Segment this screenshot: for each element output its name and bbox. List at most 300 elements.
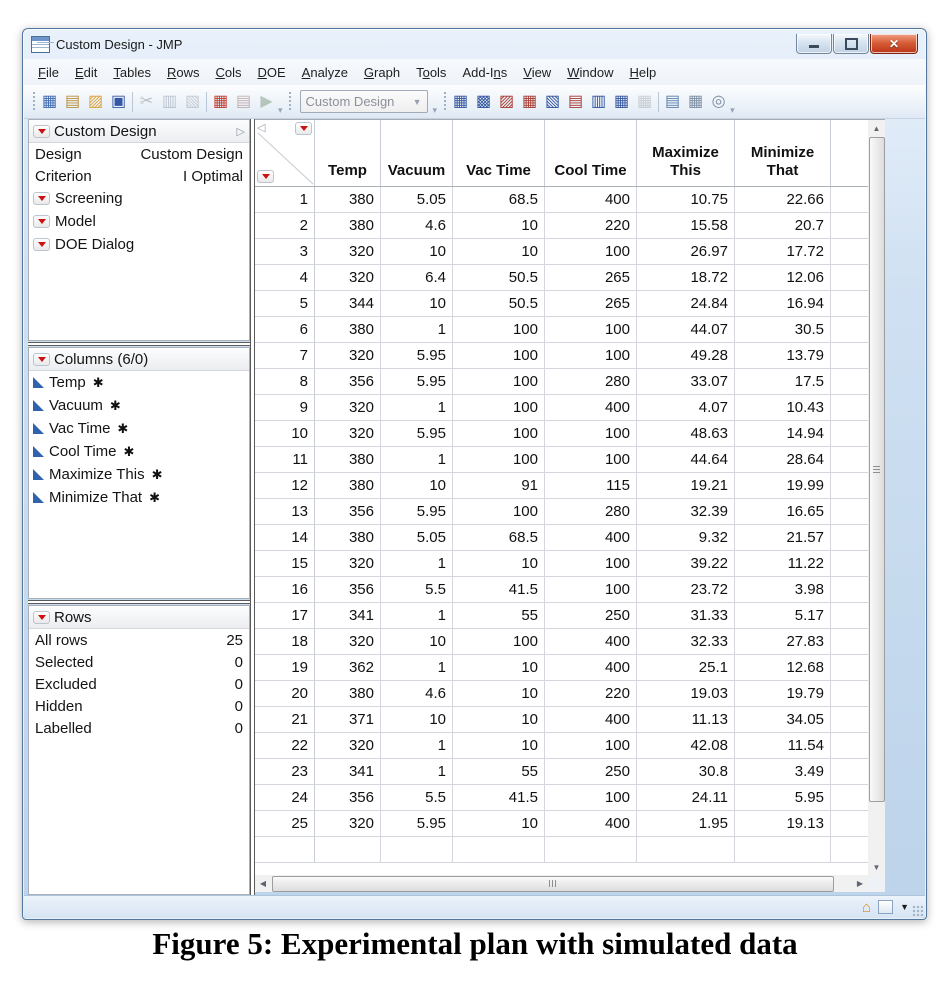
data-cell[interactable]: 10.43 [735,395,831,420]
data-cell[interactable]: 5.95 [381,811,453,836]
data-cell[interactable]: 320 [315,811,381,836]
data-cell[interactable]: 356 [315,577,381,602]
data-cell[interactable]: 49.28 [637,343,735,368]
vertical-scroll-thumb[interactable] [869,137,885,802]
data-cell[interactable]: 20.7 [735,213,831,238]
data-cell[interactable]: 19.03 [637,681,735,706]
data-cell[interactable]: 50.5 [453,291,545,316]
data-cell[interactable]: 10 [453,551,545,576]
minimize-icon [809,45,819,48]
data-cell[interactable]: 320 [315,629,381,654]
search-table-icon[interactable]: ◎ [711,92,726,110]
data-cell[interactable]: 115 [545,473,637,498]
data-cell[interactable]: 1 [381,733,453,758]
data-cell[interactable]: 17.72 [735,239,831,264]
row-number-cell[interactable]: 25 [255,811,315,836]
data-cell[interactable]: 100 [545,447,637,472]
window-list-icon[interactable] [878,900,893,914]
status-dropdown-icon[interactable]: ▼ [900,902,909,912]
data-cell[interactable]: 5.95 [381,421,453,446]
data-cell[interactable]: 265 [545,291,637,316]
data-cell[interactable]: 356 [315,369,381,394]
toolbar-overflow-button[interactable]: ▾ [730,105,735,115]
collapse-panels-icon[interactable]: ◁ [257,122,266,134]
data-cell[interactable]: 380 [315,187,381,212]
data-cell[interactable]: 4.6 [381,681,453,706]
menu-item-view[interactable]: View [523,64,552,80]
data-cell[interactable]: 44.07 [637,317,735,342]
menu-item-doe[interactable]: DOE [257,64,286,80]
design-outline-model[interactable] [29,210,249,233]
menu-item-rows[interactable]: Rows [166,64,200,80]
row-number-cell[interactable]: 2 [255,213,315,238]
data-cell[interactable]: 10 [453,239,545,264]
rows-stat-hidden[interactable] [29,695,249,717]
toolbar-grip [31,92,36,112]
row-number-cell[interactable]: 10 [255,421,315,446]
data-cell[interactable]: 250 [545,603,637,628]
data-cell[interactable]: 362 [315,655,381,680]
column-header-vacuum[interactable]: Vacuum [381,120,453,186]
data-cell[interactable]: 1 [381,551,453,576]
data-cell[interactable]: 380 [315,447,381,472]
data-cell[interactable]: 25.1 [637,655,735,680]
data-cell[interactable]: 380 [315,213,381,238]
rows-stat-selected[interactable] [29,651,249,673]
design-property-label: Design [35,145,82,163]
table-header-row [255,120,868,187]
data-cell[interactable]: 10 [381,707,453,732]
data-cell[interactable]: 31.33 [637,603,735,628]
data-cell[interactable]: 4.6 [381,213,453,238]
data-cell[interactable]: 100 [545,317,637,342]
figure-caption: Figure 5: Experimental plan with simulated data [152,926,798,961]
data-cell[interactable]: 19.21 [637,473,735,498]
data-cell[interactable]: 5.5 [381,785,453,810]
data-cell[interactable]: 41.5 [453,577,545,602]
data-cell[interactable]: 371 [315,707,381,732]
toolbar-overflow-button[interactable]: ▾ [278,105,283,115]
data-cell[interactable]: 10 [453,213,545,238]
table-row [255,629,868,655]
data-cell[interactable]: 400 [545,525,637,550]
data-cell[interactable]: 400 [545,629,637,654]
data-cell[interactable]: 11.54 [735,733,831,758]
data-cell[interactable]: 5.5 [381,577,453,602]
new-journal-icon[interactable]: ▤ [64,92,81,110]
data-cell[interactable]: 15.58 [637,213,735,238]
data-cell[interactable]: 68.5 [453,525,545,550]
row-number-cell [255,837,315,862]
title-bar[interactable] [23,29,926,59]
table-row [255,239,868,265]
table-row [255,811,868,837]
data-cell[interactable]: 12.68 [735,655,831,680]
empty-trailing-cell [831,239,868,264]
data-cell[interactable]: 28.64 [735,447,831,472]
panel-splitter[interactable] [28,342,250,346]
empty-cell [735,837,831,862]
data-cell[interactable]: 356 [315,785,381,810]
data-cell[interactable]: 100 [545,343,637,368]
data-cell[interactable]: 380 [315,473,381,498]
columns-panel-title: Columns (6/0) [54,350,149,368]
data-cell[interactable]: 10 [453,733,545,758]
data-cell[interactable]: 24.84 [637,291,735,316]
tables-subset-icon[interactable]: ▩ [476,92,492,110]
data-cell[interactable]: 21.57 [735,525,831,550]
data-cell[interactable]: 100 [453,369,545,394]
data-cell[interactable]: 280 [545,369,637,394]
column-item-vacuum[interactable] [29,394,249,417]
tables-summary-icon[interactable]: ▦ [453,92,469,110]
data-cell[interactable]: 265 [545,265,637,290]
row-number-cell[interactable]: 18 [255,629,315,654]
copy-icon[interactable]: ▥ [161,92,178,110]
column-header-cool-time[interactable]: Cool Time [545,120,637,186]
data-cell[interactable]: 39.22 [637,551,735,576]
data-cell[interactable]: 344 [315,291,381,316]
red-triangle-menu-icon[interactable] [33,611,50,624]
row-number-cell[interactable]: 16 [255,577,315,602]
data-cell[interactable]: 1.95 [637,811,735,836]
data-cell[interactable]: 100 [453,421,545,446]
data-cell[interactable]: 100 [545,551,637,576]
table-row [255,551,868,577]
table-row [255,343,868,369]
column-header-temp[interactable]: Temp [315,120,381,186]
row-number-cell[interactable]: 3 [255,239,315,264]
table-row [255,291,868,317]
tables-concatenate-icon[interactable]: ▦ [614,92,630,110]
row-number-cell[interactable]: 1 [255,187,315,212]
data-cell[interactable]: 27.83 [735,629,831,654]
data-cell[interactable]: 100 [453,343,545,368]
rows-stat-excluded[interactable] [29,673,249,695]
data-cell[interactable]: 100 [453,629,545,654]
new-data-table-icon[interactable]: ▦ [41,92,58,110]
data-cell[interactable]: 23.72 [637,577,735,602]
home-window-icon[interactable]: ⌂ [862,898,872,916]
data-cell[interactable]: 18.72 [637,265,735,290]
row-number-cell[interactable]: 19 [255,655,315,680]
data-cell[interactable]: 11.13 [637,707,735,732]
data-cell[interactable]: 48.63 [637,421,735,446]
data-cell[interactable]: 5.95 [735,785,831,810]
data-cell[interactable]: 400 [545,395,637,420]
data-cell[interactable]: 1 [381,655,453,680]
scroll-right-icon[interactable]: ▶ [856,879,864,888]
table-row [255,707,868,733]
data-cell[interactable]: 400 [545,811,637,836]
table-row [255,499,868,525]
rows-stat-labelled[interactable] [29,717,249,739]
data-cell[interactable]: 26.97 [637,239,735,264]
data-cell[interactable]: 400 [545,655,637,680]
row-number-cell[interactable]: 21 [255,707,315,732]
empty-trailing-cell [831,395,868,420]
tables-split-icon[interactable]: ▧ [545,92,561,110]
toolbar-overflow-button[interactable]: ▾ [432,105,438,115]
data-cell[interactable]: 341 [315,759,381,784]
open-icon[interactable]: ▨ [87,92,104,110]
data-cell[interactable]: 24.11 [637,785,735,810]
table-row [255,759,868,785]
formula-icon[interactable]: ▤ [665,92,681,110]
data-cell[interactable]: 1 [381,603,453,628]
row-number-cell[interactable]: 20 [255,681,315,706]
empty-trailing-cell [831,551,868,576]
column-item-maximize-this[interactable] [29,463,249,486]
row-number-cell[interactable]: 23 [255,759,315,784]
data-cell[interactable]: 19.79 [735,681,831,706]
save-pdf-icon[interactable]: ▤ [235,92,252,110]
data-grid-icon[interactable]: ▦ [688,92,704,110]
row-number-cell[interactable]: 5 [255,291,315,316]
row-number-cell[interactable]: 7 [255,343,315,368]
data-cell[interactable]: 12.06 [735,265,831,290]
row-number-cell[interactable]: 22 [255,733,315,758]
column-item-temp[interactable] [29,371,249,394]
data-cell[interactable]: 16.94 [735,291,831,316]
red-triangle-menu-icon[interactable] [33,238,50,251]
data-cell[interactable]: 320 [315,395,381,420]
data-cell[interactable]: 320 [315,239,381,264]
table-row [255,213,868,239]
tables-stack-icon[interactable]: ▦ [522,92,538,110]
scroll-down-icon[interactable]: ▼ [872,862,881,872]
menu-item-file[interactable]: File [38,64,59,80]
design-outline-screening[interactable] [29,187,249,210]
red-triangle-menu-icon[interactable] [33,192,50,205]
data-cell[interactable]: 5.05 [381,525,453,550]
data-cell[interactable]: 19.13 [735,811,831,836]
panel-splitter[interactable] [28,600,250,604]
table-row [255,525,868,551]
data-cell[interactable]: 11.22 [735,551,831,576]
data-cell[interactable]: 4.07 [637,395,735,420]
data-cell[interactable]: 6.4 [381,265,453,290]
scroll-left-icon[interactable]: ◀ [259,879,267,888]
column-header-minimize-that[interactable]: Minimize That [735,120,831,186]
rows-red-triangle-icon[interactable] [257,170,274,183]
data-cell[interactable]: 10 [381,239,453,264]
data-cell[interactable]: 320 [315,343,381,368]
data-cell[interactable]: 1 [381,317,453,342]
menu-item-cols[interactable]: Cols [215,64,242,80]
table-row [255,681,868,707]
data-cell[interactable]: 3.98 [735,577,831,602]
cut-icon[interactable]: ✂ [139,92,154,110]
rows-panel-title: Rows [54,608,92,626]
data-cell[interactable]: 91 [453,473,545,498]
data-cell[interactable]: 400 [545,707,637,732]
empty-trailing-cell [831,447,868,472]
data-cell[interactable]: 380 [315,681,381,706]
paste-icon[interactable]: ▧ [184,92,201,110]
horizontal-scrollbar[interactable] [255,875,868,892]
data-cell[interactable]: 22.66 [735,187,831,212]
row-number-cell[interactable]: 12 [255,473,315,498]
data-cell[interactable]: 400 [545,187,637,212]
column-header-maximize-this[interactable]: Maximize This [637,120,735,186]
data-cell[interactable]: 100 [545,785,637,810]
data-cell[interactable]: 55 [453,759,545,784]
data-cell[interactable]: 5.95 [381,369,453,394]
design-combo-value: Custom Design [305,94,395,109]
data-cell[interactable]: 10 [381,629,453,654]
row-number-cell[interactable]: 13 [255,499,315,524]
data-cell[interactable]: 10 [453,707,545,732]
data-cell[interactable]: 320 [315,551,381,576]
column-item-cool-time[interactable] [29,440,249,463]
data-cell[interactable]: 5.05 [381,187,453,212]
data-cell[interactable]: 32.33 [637,629,735,654]
column-item-label: Vac Time [49,420,111,437]
data-cell[interactable]: 1 [381,759,453,784]
menu-item-addins[interactable]: Add-Ins [462,64,508,80]
data-cell[interactable]: 9.32 [637,525,735,550]
data-cell[interactable]: 10 [381,473,453,498]
data-cell[interactable]: 42.08 [637,733,735,758]
row-number-cell[interactable]: 8 [255,369,315,394]
tables-transpose-icon[interactable]: ▤ [568,92,584,110]
column-item-vac-time[interactable] [29,417,249,440]
data-cell[interactable]: 13.79 [735,343,831,368]
data-cell[interactable]: 41.5 [453,785,545,810]
data-cell[interactable]: 220 [545,681,637,706]
save-icon[interactable]: ▣ [110,92,127,110]
data-cell[interactable]: 30.5 [735,317,831,342]
tables-join-icon[interactable]: ▥ [591,92,607,110]
data-cell[interactable]: 100 [453,317,545,342]
data-cell[interactable]: 3.49 [735,759,831,784]
data-cell[interactable]: 100 [453,499,545,524]
column-header-vac-time[interactable]: Vac Time [453,120,545,186]
data-cell[interactable]: 220 [545,213,637,238]
data-cell[interactable]: 356 [315,499,381,524]
menu-item-graph[interactable]: Graph [363,64,401,80]
data-cell[interactable]: 1 [381,395,453,420]
data-cell[interactable]: 10 [453,681,545,706]
menu-item-help[interactable]: Help [629,64,657,80]
red-triangle-menu-icon[interactable] [33,353,50,366]
data-cell[interactable]: 34.05 [735,707,831,732]
data-cell[interactable]: 320 [315,265,381,290]
resize-grip[interactable] [912,905,923,916]
tables-update-icon[interactable]: ▦ [637,92,653,110]
data-cell[interactable]: 30.8 [637,759,735,784]
data-cell[interactable]: 5.95 [381,499,453,524]
vertical-scrollbar[interactable] [868,119,885,875]
data-cell[interactable]: 44.64 [637,447,735,472]
data-cell[interactable]: 10 [453,655,545,680]
data-cell[interactable]: 320 [315,421,381,446]
menu-item-tables[interactable]: Tables [113,64,151,80]
row-number-cell[interactable]: 24 [255,785,315,810]
row-number-cell[interactable]: 11 [255,447,315,472]
data-cell[interactable]: 100 [453,447,545,472]
data-cell[interactable]: 10 [381,291,453,316]
data-cell[interactable]: 68.5 [453,187,545,212]
data-cell[interactable]: 19.99 [735,473,831,498]
data-cell[interactable]: 100 [453,395,545,420]
scroll-up-icon[interactable]: ▲ [872,123,881,133]
columns-red-triangle-icon[interactable] [295,122,312,135]
data-cell[interactable]: 100 [545,733,637,758]
row-number-cell[interactable]: 9 [255,395,315,420]
design-role-star-icon: ✱ [92,374,104,390]
data-cell[interactable]: 10.75 [637,187,735,212]
data-cell[interactable]: 380 [315,317,381,342]
data-cell[interactable]: 5.17 [735,603,831,628]
empty-trailing-cell [831,629,868,654]
restore-button[interactable] [833,34,869,54]
data-cell[interactable]: 17.5 [735,369,831,394]
data-cell[interactable]: 250 [545,759,637,784]
menu-item-tools[interactable]: Tools [416,64,447,80]
data-cell[interactable]: 10 [453,811,545,836]
row-number-cell[interactable]: 4 [255,265,315,290]
restore-icon [845,38,858,50]
data-cell[interactable]: 55 [453,603,545,628]
design-outline-doe-dialog[interactable] [29,233,249,256]
rows-stat-all-rows[interactable] [29,629,249,651]
row-number-cell[interactable]: 17 [255,603,315,628]
data-cell[interactable]: 100 [545,577,637,602]
menu-item-analyze[interactable]: Analyze [301,64,348,80]
data-cell[interactable]: 32.39 [637,499,735,524]
row-number-cell[interactable]: 6 [255,317,315,342]
row-number-cell[interactable]: 14 [255,525,315,550]
data-cell[interactable]: 33.07 [637,369,735,394]
toolbar-tables-group [450,91,655,112]
design-role-star-icon: ✱ [149,489,160,505]
row-number-cell[interactable]: 15 [255,551,315,576]
data-cell[interactable]: 14.94 [735,421,831,446]
tables-sort-icon[interactable]: ▨ [499,92,515,110]
menu-item-window[interactable]: Window [567,64,614,80]
scroll-grip-icon [549,880,557,887]
run-script-icon[interactable]: ▶ [260,92,273,110]
empty-trailing-cell [831,577,868,602]
rows-stat-label: Hidden [35,697,83,715]
data-cell[interactable]: 100 [545,239,637,264]
column-item-minimize-that[interactable] [29,486,249,509]
data-cell[interactable]: 280 [545,499,637,524]
design-combo[interactable] [300,90,428,113]
continuous-column-icon [33,377,44,388]
data-cell[interactable]: 341 [315,603,381,628]
close-button[interactable] [870,34,918,54]
data-cell[interactable]: 5.95 [381,343,453,368]
horizontal-scroll-thumb[interactable] [272,876,834,892]
layout-journal-icon[interactable]: ▦ [212,92,229,110]
menu-item-edit[interactable]: Edit [74,64,98,80]
rows-stat-label: All rows [35,631,88,649]
data-cell[interactable]: 320 [315,733,381,758]
data-cell[interactable]: 16.65 [735,499,831,524]
red-triangle-menu-icon[interactable] [33,215,50,228]
data-cell[interactable]: 380 [315,525,381,550]
data-cell[interactable]: 50.5 [453,265,545,290]
empty-trailing-cell [831,837,868,862]
minimize-button[interactable] [796,34,832,54]
collapse-panel-icon[interactable]: ▷ [236,125,245,138]
red-triangle-menu-icon[interactable] [33,125,50,138]
data-cell[interactable]: 100 [545,421,637,446]
data-cell[interactable]: 1 [381,447,453,472]
